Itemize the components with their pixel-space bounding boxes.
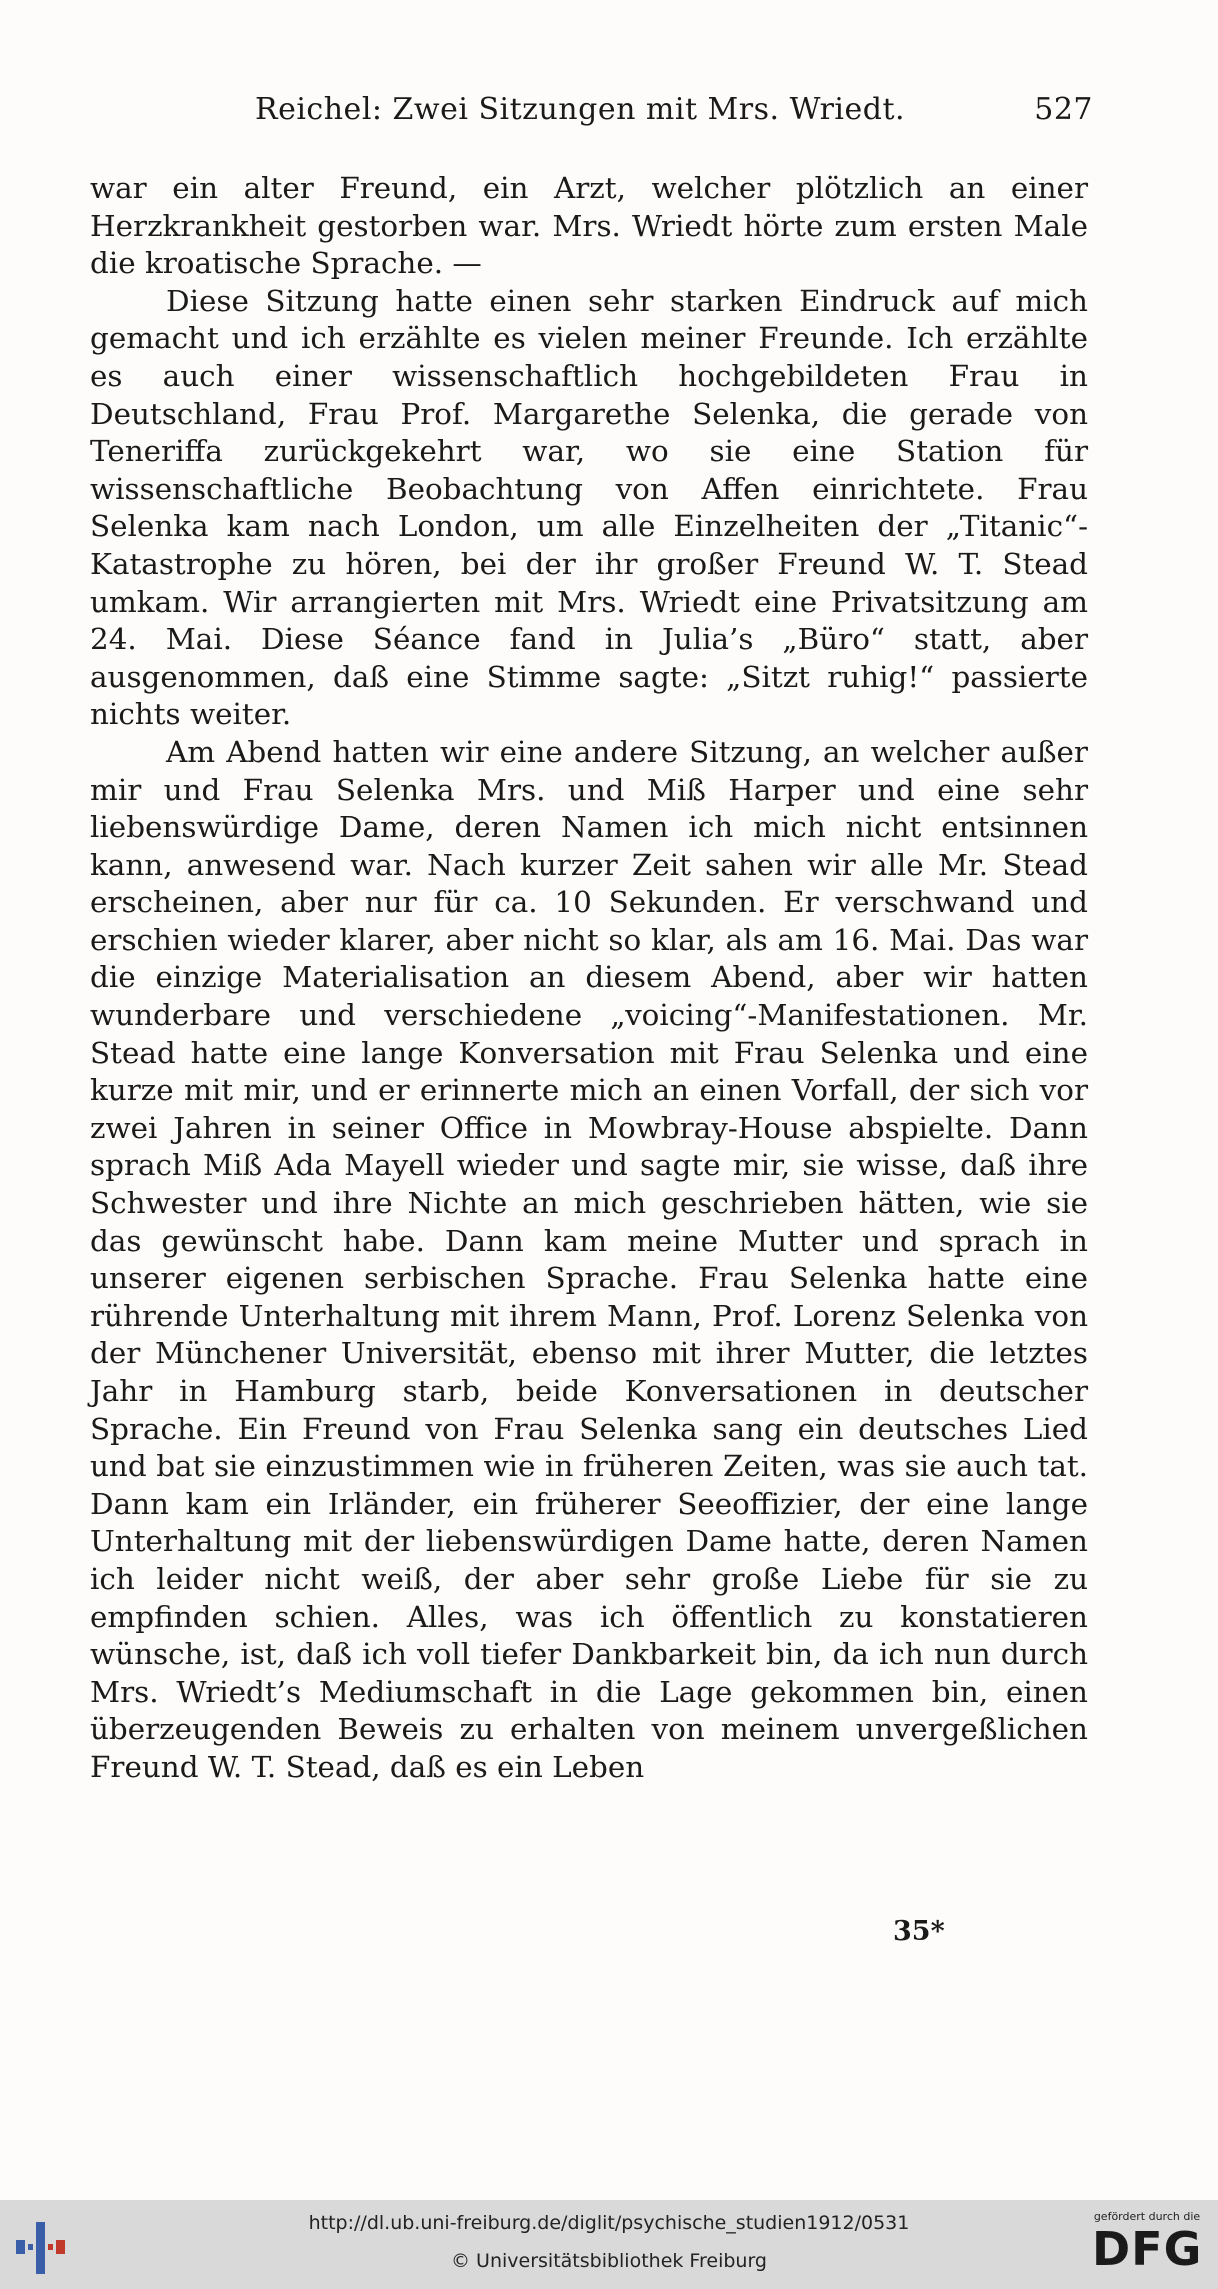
- paragraph: Am Abend hatten wir eine andere Sitzung, an welcher außer mir und Frau Selenka Mrs. und Miß Harper und eine sehr liebenswürdige Dame, deren Namen ich mich nicht entsinnen kann, anwesend war. Nach kurzer Zeit sahen wir alle Mr. Stead erscheinen, aber nur für ca. 10 Sekunden. Er verschwand und erschien wieder klarer, aber nicht so klar, als am 16. Mai. Das war die einzige Materialisation an diesem Abend, aber wir hatten wunderbare und verschiedene „voicing“-Manifestationen. Mr. Stead hatte eine lange Konversation mit Frau Selenka und eine kurze mit mir, und er erinnerte mich an einen Vorfall, der sich vor zwei Jahren in seiner Office in Mowbray-House abspielte. Dann sprach Miß Ada Mayell wieder und sagte mir, sie wisse, daß ihre Schwester und ihre Nichte an mich geschrieben hätten, wie sie das gewünscht habe. Dann kam meine Mutter und sprach in unserer eigenen serbischen Sprache. Frau Selenka hatte eine rührende Unterhaltung mit ihrem Mann, Prof. Lorenz Selenka von der Münchener Universität, ebenso mit ihrer Mutter, die letztes Jahr in Hamburg starb, beide Konversationen in deutscher Sprache. Ein Freund von Frau Selenka sang ein deutsches Lied und bat sie einzustimmen wie in früheren Zeiten, was sie auch tat. Dann kam ein Irländer, ein früherer Seeoffizier, der eine lange Unterhaltung mit der liebenswürdigen Dame hatte, deren Namen ich leider nicht weiß, der aber sehr große Liebe für sie zu empfinden schien. Alles, was ich öffentlich zu konstatieren wünsche, ist, daß ich voll tiefer Dankbarkeit bin, da ich nun durch Mrs. Wriedt’s Mediumschaft in die Lage gekommen bin, einen überzeugenden Beweis zu erhalten von meinem unvergeßlichen Freund W. T. Stead, daß es ein Leben: [90, 734, 1088, 1784]
- body-text: [90, 170, 1088, 1787]
- dfg-wordmark: DFG: [1092, 2222, 1203, 2276]
- dfg-funded-label: gefördert durch die: [1093, 2210, 1201, 2223]
- running-head-title: Reichel: Zwei Sitzungen mit Mrs. Wriedt.: [255, 92, 906, 127]
- signature-mark: 35*: [893, 1916, 945, 1947]
- paragraph: war ein alter Freund, ein Arzt, welcher plötzlich an einer Herzkrankheit gestorben war. Mrs. Wriedt hörte zum ersten Male die kroatische Sprache. —: [90, 171, 1088, 281]
- footer-permalink[interactable]: http://dl.ub.uni-freiburg.de/diglit/psychische_studien1912/0531: [308, 2212, 910, 2234]
- dfg-logo: [1092, 2210, 1202, 2282]
- paragraph: Diese Sitzung hatte einen sehr starken Eindruck auf mich gemacht und ich erzählte es vielen meiner Freunde. Ich erzählte es auch einer wissenschaftlich hochgebildeten Frau in Deutschland, Frau Prof. Margarethe Selenka, die gerade von Teneriffa zurückgekehrt war, wo sie eine Station für wissenschaftliche Beobachtung von Affen einrichtete. Frau Selenka kam nach London, um alle Einzelheiten der „Titanic“-Katastrophe zu hören, bei der ihr großer Freund W. T. Stead umkam. Wir arrangierten mit Mrs. Wriedt eine Privatsitzung am 24. Mai. Diese Séance fand in Julia’s „Büro“ statt, aber ausgenommen, daß eine Stimme sagte: „Sitzt ruhig!“ passierte nichts weiter.: [90, 283, 1088, 732]
- running-head: [255, 92, 1093, 140]
- page-number: 527: [1034, 92, 1093, 127]
- footer-copyright: © Universitätsbibliothek Freiburg: [451, 2250, 767, 2272]
- footer-bar: [0, 2200, 1218, 2289]
